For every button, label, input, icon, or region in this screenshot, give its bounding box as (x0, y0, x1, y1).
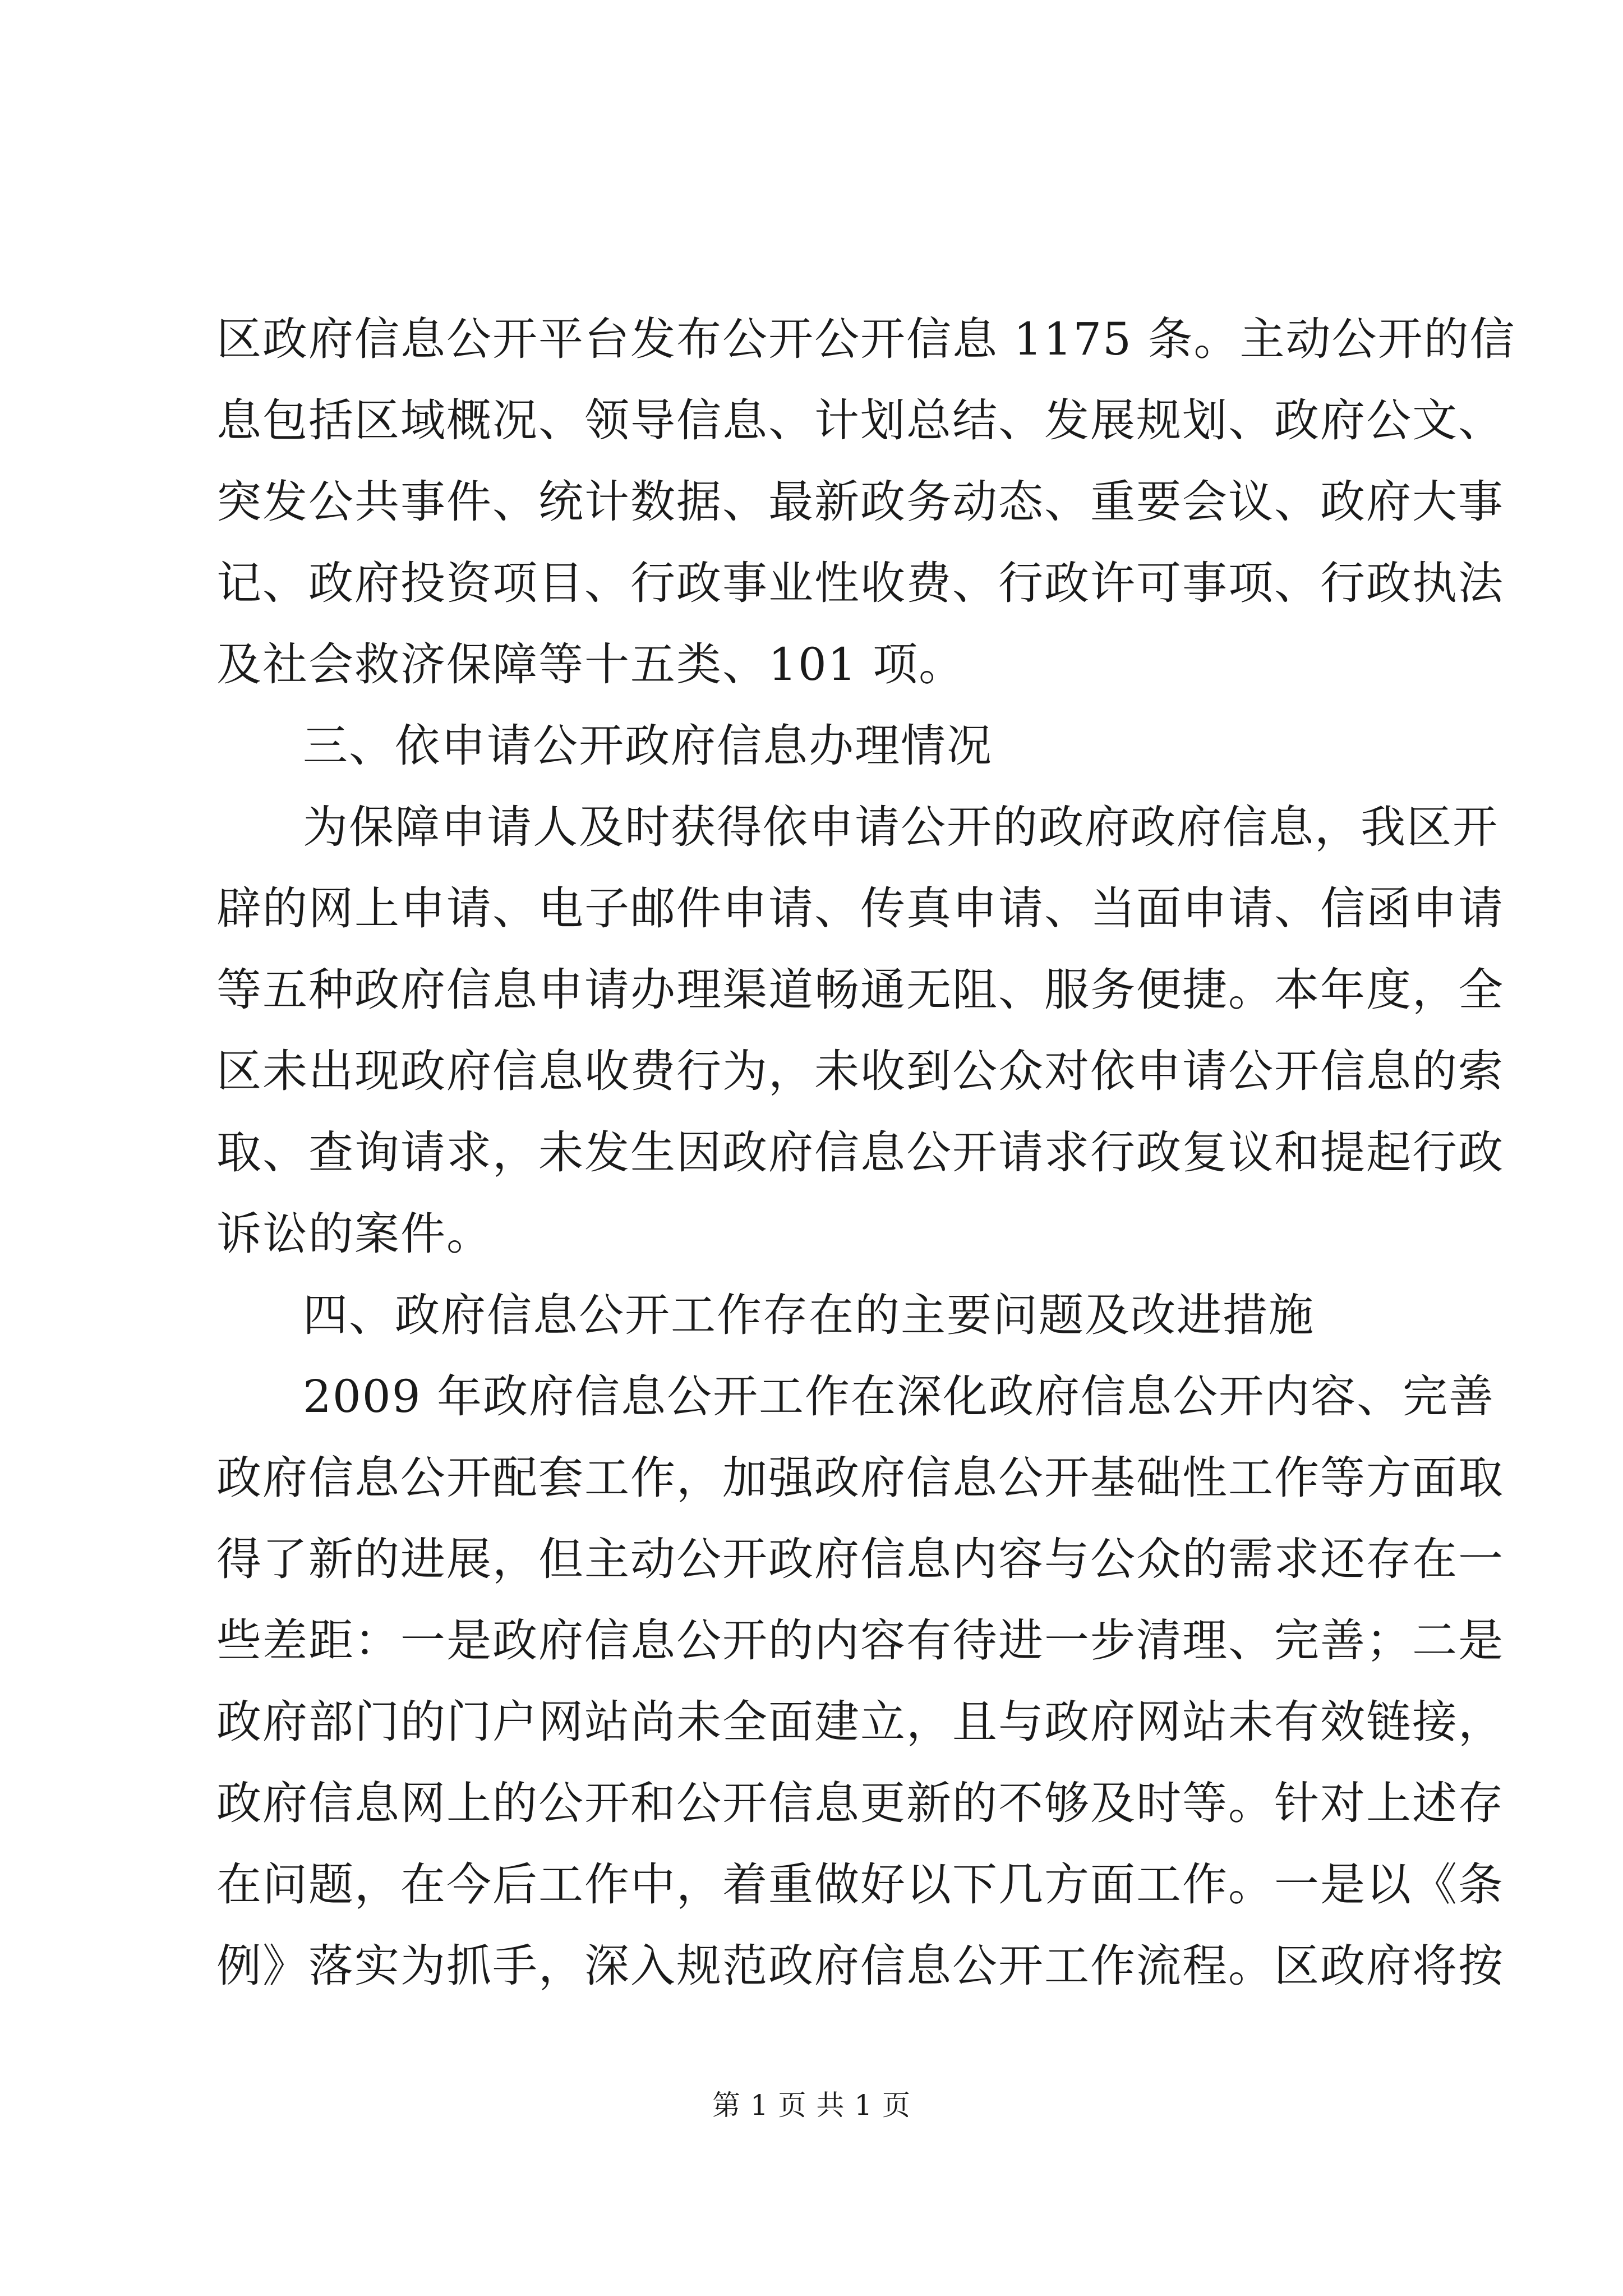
section-heading: 三、依申请公开政府信息办理情况 (303, 720, 993, 772)
body-text-line: 区未出现政府信息收费行为，未收到公众对依申请公开信息的索 (216, 1045, 1504, 1097)
body-text-line: 些差距：一是政府信息公开的内容有待进一步清理、完善；二是 (216, 1614, 1504, 1667)
section-heading: 四、政府信息公开工作存在的主要问题及改进措施 (303, 1289, 1315, 1341)
body-text-line: 为保障申请人及时获得依申请公开的政府政府信息，我区开 (303, 801, 1498, 853)
body-text-line: 区政府信息公开平台发布公开公开信息 1175 条。主动公开的信 (216, 313, 1516, 365)
body-text-line: 政府信息网上的公开和公开信息更新的不够及时等。针对上述存 (216, 1777, 1504, 1829)
body-text-line: 辟的网上申请、电子邮件申请、传真申请、当面申请、信函申请 (216, 882, 1504, 935)
body-text-line: 在问题，在今后工作中，着重做好以下几方面工作。一是以《条 (216, 1858, 1504, 1911)
body-text-line: 记、政府投资项目、行政事业性收费、行政许可事项、行政执法 (216, 557, 1504, 609)
body-text-line: 政府信息公开配套工作，加强政府信息公开基础性工作等方面取 (216, 1452, 1504, 1504)
body-text-line: 等五种政府信息申请办理渠道畅通无阻、服务便捷。本年度，全 (216, 964, 1504, 1016)
body-text-line: 政府部门的门户网站尚未全面建立，且与政府网站未有效链接， (216, 1696, 1504, 1748)
body-text-line: 突发公共事件、统计数据、最新政务动态、重要会议、政府大事 (216, 476, 1504, 528)
body-text-line: 诉讼的案件。 (216, 1208, 492, 1260)
body-text-line: 息包括区域概况、领导信息、计划总结、发展规划、政府公文、 (216, 394, 1504, 447)
body-text-line: 及社会救济保障等十五类、101 项。 (216, 638, 965, 691)
page-number-footer: 第 1 页 共 1 页 (712, 2089, 911, 2122)
body-text-line: 例》落实为抓手，深入规范政府信息公开工作流程。区政府将按 (216, 1940, 1504, 1992)
body-text-line: 2009 年政府信息公开工作在深化政府信息公开内容、完善 (303, 1370, 1495, 1423)
body-text-line: 取、查询请求，未发生因政府信息公开请求行政复议和提起行政 (216, 1126, 1504, 1179)
body-text-line: 得了新的进展，但主动公开政府信息内容与公众的需求还存在一 (216, 1533, 1504, 1585)
